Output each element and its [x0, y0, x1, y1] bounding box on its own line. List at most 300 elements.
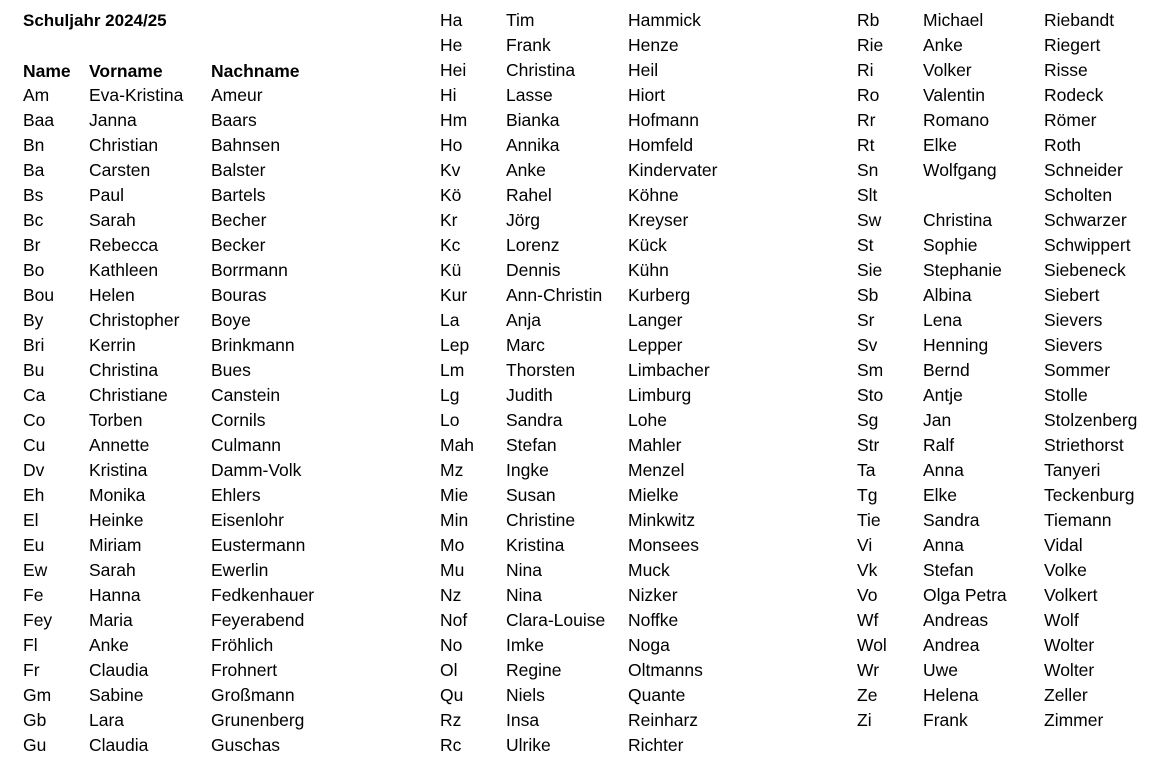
- staff-row: [0, 283, 420, 308]
- staff-first-name: Jörg: [506, 210, 541, 230]
- staff-first-name: Lena: [923, 310, 962, 330]
- staff-first-name: Maria: [89, 610, 133, 630]
- staff-row: [0, 258, 420, 283]
- staff-abbreviation: Min: [440, 510, 469, 530]
- staff-row: [417, 383, 837, 408]
- staff-abbreviation: Dv: [23, 460, 45, 480]
- staff-last-name: Ewerlin: [211, 560, 269, 580]
- staff-last-name: Ehlers: [211, 485, 261, 505]
- staff-abbreviation: Ol: [440, 660, 458, 680]
- staff-abbreviation: Kü: [440, 260, 462, 280]
- staff-first-name: Anke: [89, 635, 129, 655]
- staff-last-name: Siebeneck: [1044, 260, 1126, 280]
- staff-abbreviation: Mz: [440, 460, 464, 480]
- staff-abbreviation: Sb: [857, 285, 879, 305]
- staff-last-name: Kühn: [628, 260, 669, 280]
- staff-first-name: Rahel: [506, 185, 552, 205]
- staff-row: [417, 608, 837, 633]
- staff-row: [417, 183, 837, 208]
- staff-last-name: Kreyser: [628, 210, 689, 230]
- staff-last-name: Bues: [211, 360, 251, 380]
- staff-row: [0, 208, 420, 233]
- staff-first-name: Henning: [923, 335, 989, 355]
- staff-row: [417, 83, 837, 108]
- staff-abbreviation: Ta: [857, 460, 876, 480]
- staff-row: [0, 733, 420, 758]
- staff-row: [834, 208, 1150, 233]
- staff-first-name: Andreas: [923, 610, 989, 630]
- staff-row: [417, 33, 837, 58]
- staff-row: [0, 583, 420, 608]
- staff-last-name: Cornils: [211, 410, 266, 430]
- staff-row: [417, 308, 837, 333]
- staff-last-name: Kück: [628, 235, 667, 255]
- staff-abbreviation: Lep: [440, 335, 470, 355]
- staff-row: [0, 308, 420, 333]
- staff-abbreviation: Wf: [857, 610, 879, 630]
- staff-last-name: Siebert: [1044, 285, 1100, 305]
- staff-row: [417, 558, 837, 583]
- staff-first-name: Anna: [923, 535, 964, 555]
- staff-abbreviation: Kö: [440, 185, 462, 205]
- staff-first-name: Uwe: [923, 660, 959, 680]
- staff-abbreviation: Wr: [857, 660, 880, 680]
- staff-abbreviation: Tie: [857, 510, 881, 530]
- staff-first-name: Regine: [506, 660, 562, 680]
- staff-abbreviation: Sto: [857, 385, 884, 405]
- staff-abbreviation: Ew: [23, 560, 48, 580]
- staff-abbreviation: Bs: [23, 185, 44, 205]
- staff-abbreviation: Rb: [857, 10, 880, 30]
- staff-first-name: Dennis: [506, 260, 561, 280]
- staff-last-name: Sievers: [1044, 310, 1103, 330]
- staff-first-name: Ralf: [923, 435, 955, 455]
- staff-last-name: Riegert: [1044, 35, 1101, 55]
- staff-abbreviation: Qu: [440, 685, 464, 705]
- staff-last-name: Richter: [628, 735, 684, 755]
- staff-last-name: Homfeld: [628, 135, 694, 155]
- staff-first-name: Christopher: [89, 310, 180, 330]
- staff-first-name: Helena: [923, 685, 979, 705]
- staff-abbreviation: Vk: [857, 560, 878, 580]
- staff-row: [417, 58, 837, 83]
- staff-row: [0, 133, 420, 158]
- staff-row: [834, 433, 1150, 458]
- staff-row: [0, 233, 420, 258]
- staff-abbreviation: Vo: [857, 585, 878, 605]
- staff-row: [0, 333, 420, 358]
- staff-abbreviation: Eu: [23, 535, 45, 555]
- staff-first-name: Sandra: [923, 510, 980, 530]
- staff-row: [0, 358, 420, 383]
- staff-row: [417, 708, 837, 733]
- staff-row: [834, 233, 1150, 258]
- staff-abbreviation: Sm: [857, 360, 884, 380]
- staff-first-name: Anja: [506, 310, 542, 330]
- staff-first-name: Paul: [89, 185, 125, 205]
- staff-row: [417, 683, 837, 708]
- staff-last-name: Stolle: [1044, 385, 1088, 405]
- staff-row: [834, 683, 1150, 708]
- staff-last-name: Eustermann: [211, 535, 306, 555]
- staff-first-name: Albina: [923, 285, 972, 305]
- staff-first-name: Lara: [89, 710, 125, 730]
- column-header-row: [0, 60, 420, 82]
- staff-list-column-3: [834, 8, 1150, 733]
- staff-first-name: Michael: [923, 10, 984, 30]
- staff-last-name: Baars: [211, 110, 257, 130]
- staff-row: [834, 258, 1150, 283]
- staff-row: [417, 583, 837, 608]
- staff-first-name: Olga Petra: [923, 585, 1007, 605]
- staff-first-name: Anke: [506, 160, 546, 180]
- staff-abbreviation: Ho: [440, 135, 463, 155]
- staff-row: [834, 308, 1150, 333]
- staff-row: [834, 458, 1150, 483]
- staff-last-name: Lepper: [628, 335, 683, 355]
- staff-abbreviation: Hm: [440, 110, 468, 130]
- staff-last-name: Römer: [1044, 110, 1097, 130]
- staff-row: [417, 133, 837, 158]
- staff-row: [0, 183, 420, 208]
- staff-abbreviation: Zi: [857, 710, 872, 730]
- staff-abbreviation: Rr: [857, 110, 876, 130]
- staff-abbreviation: El: [23, 510, 39, 530]
- staff-first-name: Sabine: [89, 685, 144, 705]
- staff-row: [834, 133, 1150, 158]
- staff-row: [0, 458, 420, 483]
- staff-row: [0, 108, 420, 133]
- staff-first-name: Christina: [506, 60, 576, 80]
- staff-row: [834, 58, 1150, 83]
- staff-abbreviation: Bn: [23, 135, 45, 155]
- staff-last-name: Becker: [211, 235, 266, 255]
- staff-abbreviation: Rie: [857, 35, 884, 55]
- staff-row: [417, 433, 837, 458]
- page-title: Schuljahr 2024/25: [23, 11, 167, 30]
- staff-abbreviation: He: [440, 35, 463, 55]
- staff-first-name: Sarah: [89, 210, 136, 230]
- staff-abbreviation: Kc: [440, 235, 461, 255]
- staff-abbreviation: Fey: [23, 610, 53, 630]
- staff-row: [834, 408, 1150, 433]
- staff-last-name: Schneider: [1044, 160, 1123, 180]
- staff-first-name: Andrea: [923, 635, 980, 655]
- staff-first-name: Bernd: [923, 360, 970, 380]
- staff-last-name: Nizker: [628, 585, 678, 605]
- staff-last-name: Langer: [628, 310, 683, 330]
- staff-abbreviation: Eh: [23, 485, 45, 505]
- staff-last-name: Zeller: [1044, 685, 1088, 705]
- staff-abbreviation: Nz: [440, 585, 462, 605]
- staff-row: [0, 383, 420, 408]
- staff-abbreviation: Baa: [23, 110, 55, 130]
- staff-last-name: Mielke: [628, 485, 679, 505]
- staff-abbreviation: Gm: [23, 685, 52, 705]
- staff-abbreviation: Lm: [440, 360, 465, 380]
- staff-first-name: Volker: [923, 60, 972, 80]
- staff-abbreviation: Rt: [857, 135, 875, 155]
- staff-abbreviation: Ze: [857, 685, 878, 705]
- staff-first-name: Hanna: [89, 585, 141, 605]
- staff-first-name: Jan: [923, 410, 952, 430]
- staff-last-name: Hofmann: [628, 110, 700, 130]
- staff-abbreviation: Fr: [23, 660, 40, 680]
- staff-abbreviation: Sv: [857, 335, 878, 355]
- staff-first-name: Insa: [506, 710, 540, 730]
- staff-first-name: Romano: [923, 110, 990, 130]
- staff-last-name: Tiemann: [1044, 510, 1112, 530]
- staff-last-name: Kindervater: [628, 160, 718, 180]
- staff-row: [834, 633, 1150, 658]
- staff-last-name: Boye: [211, 310, 251, 330]
- staff-row: [834, 558, 1150, 583]
- staff-last-name: Bahnsen: [211, 135, 281, 155]
- staff-last-name: Becher: [211, 210, 267, 230]
- staff-row: [417, 333, 837, 358]
- staff-last-name: Reinharz: [628, 710, 699, 730]
- staff-first-name: Kathleen: [89, 260, 159, 280]
- staff-first-name: Niels: [506, 685, 545, 705]
- staff-last-name: Schwarzer: [1044, 210, 1127, 230]
- staff-last-name: Frohnert: [211, 660, 278, 680]
- staff-abbreviation: Str: [857, 435, 880, 455]
- staff-row: [0, 708, 420, 733]
- staff-first-name: Thorsten: [506, 360, 576, 380]
- staff-first-name: Ann-Christin: [506, 285, 603, 305]
- staff-first-name: Torben: [89, 410, 143, 430]
- staff-abbreviation: Gb: [23, 710, 47, 730]
- staff-abbreviation: Sg: [857, 410, 879, 430]
- staff-last-name: Wolter: [1044, 660, 1095, 680]
- staff-last-name: Risse: [1044, 60, 1088, 80]
- staff-last-name: Hammick: [628, 10, 701, 30]
- staff-list-column-1: [0, 83, 420, 758]
- staff-row: [0, 483, 420, 508]
- staff-first-name: Ulrike: [506, 735, 551, 755]
- staff-last-name: Bouras: [211, 285, 267, 305]
- staff-abbreviation: La: [440, 310, 460, 330]
- staff-row: [834, 158, 1150, 183]
- staff-last-name: Schwippert: [1044, 235, 1131, 255]
- staff-last-name: Köhne: [628, 185, 679, 205]
- staff-abbreviation: Vi: [857, 535, 873, 555]
- staff-first-name: Anna: [923, 460, 964, 480]
- staff-abbreviation: Fe: [23, 585, 44, 605]
- staff-abbreviation: Bu: [23, 360, 45, 380]
- staff-last-name: Menzel: [628, 460, 685, 480]
- staff-row: [417, 633, 837, 658]
- staff-abbreviation: No: [440, 635, 463, 655]
- staff-first-name: Heinke: [89, 510, 144, 530]
- staff-last-name: Monsees: [628, 535, 700, 555]
- staff-abbreviation: Kv: [440, 160, 461, 180]
- staff-abbreviation: Lo: [440, 410, 460, 430]
- staff-row: [834, 483, 1150, 508]
- staff-first-name: Elke: [923, 485, 958, 505]
- staff-abbreviation: Fl: [23, 635, 38, 655]
- staff-last-name: Culmann: [211, 435, 282, 455]
- staff-last-name: Hiort: [628, 85, 665, 105]
- staff-row: [0, 83, 420, 108]
- staff-row: [417, 733, 837, 758]
- staff-first-name: Judith: [506, 385, 553, 405]
- staff-first-name: Christian: [89, 135, 159, 155]
- staff-first-name: Ingke: [506, 460, 549, 480]
- staff-abbreviation: Ha: [440, 10, 463, 30]
- staff-last-name: Oltmanns: [628, 660, 703, 680]
- header-abbreviation: Name: [23, 61, 71, 81]
- staff-row: [0, 633, 420, 658]
- staff-abbreviation: Sr: [857, 310, 875, 330]
- staff-row: [417, 508, 837, 533]
- staff-row: [834, 333, 1150, 358]
- staff-abbreviation: Rc: [440, 735, 462, 755]
- staff-first-name: Christina: [89, 360, 159, 380]
- staff-first-name: Nina: [506, 585, 542, 605]
- staff-row: [417, 108, 837, 133]
- staff-last-name: Brinkmann: [211, 335, 295, 355]
- staff-last-name: Stolzenberg: [1044, 410, 1138, 430]
- staff-first-name: Claudia: [89, 660, 149, 680]
- staff-abbreviation: Tg: [857, 485, 878, 505]
- staff-last-name: Quante: [628, 685, 686, 705]
- staff-abbreviation: Ca: [23, 385, 46, 405]
- staff-last-name: Sommer: [1044, 360, 1111, 380]
- staff-first-name: Lorenz: [506, 235, 560, 255]
- staff-first-name: Nina: [506, 560, 542, 580]
- staff-first-name: Stephanie: [923, 260, 1002, 280]
- staff-first-name: Monika: [89, 485, 146, 505]
- staff-abbreviation: St: [857, 235, 874, 255]
- staff-abbreviation: Hi: [440, 85, 457, 105]
- staff-row: [417, 258, 837, 283]
- staff-row: [0, 508, 420, 533]
- staff-last-name: Bartels: [211, 185, 266, 205]
- staff-last-name: Balster: [211, 160, 266, 180]
- staff-last-name: Guschas: [211, 735, 281, 755]
- staff-last-name: Limburg: [628, 385, 692, 405]
- staff-abbreviation: Bri: [23, 335, 45, 355]
- header-last-name: Nachname: [211, 61, 300, 81]
- staff-abbreviation: Lg: [440, 385, 460, 405]
- staff-abbreviation: Mie: [440, 485, 469, 505]
- staff-abbreviation: Bc: [23, 210, 44, 230]
- staff-abbreviation: Wol: [857, 635, 887, 655]
- staff-row: [417, 483, 837, 508]
- staff-first-name: Frank: [506, 35, 551, 55]
- staff-row: [834, 33, 1150, 58]
- staff-first-name: Miriam: [89, 535, 142, 555]
- staff-row: [834, 108, 1150, 133]
- staff-first-name: Kerrin: [89, 335, 136, 355]
- staff-first-name: Annette: [89, 435, 150, 455]
- staff-row: [834, 183, 1150, 208]
- staff-first-name: Susan: [506, 485, 556, 505]
- staff-first-name: Janna: [89, 110, 137, 130]
- staff-first-name: Elke: [923, 135, 958, 155]
- staff-abbreviation: Sn: [857, 160, 879, 180]
- staff-last-name: Großmann: [211, 685, 295, 705]
- staff-row: [0, 608, 420, 633]
- staff-row: [834, 708, 1150, 733]
- staff-last-name: Canstein: [211, 385, 281, 405]
- staff-first-name: Clara-Louise: [506, 610, 606, 630]
- staff-row: [417, 658, 837, 683]
- staff-row: [834, 8, 1150, 33]
- staff-row: [417, 358, 837, 383]
- staff-last-name: Borrmann: [211, 260, 288, 280]
- staff-abbreviation: Bo: [23, 260, 45, 280]
- staff-last-name: Damm-Volk: [211, 460, 302, 480]
- staff-last-name: Minkwitz: [628, 510, 696, 530]
- staff-row: [0, 433, 420, 458]
- staff-first-name: Wolfgang: [923, 160, 997, 180]
- staff-first-name: Kristina: [89, 460, 148, 480]
- staff-abbreviation: Ba: [23, 160, 45, 180]
- staff-last-name: Henze: [628, 35, 679, 55]
- staff-abbreviation: Sw: [857, 210, 882, 230]
- staff-abbreviation: Kr: [440, 210, 458, 230]
- staff-row: [834, 383, 1150, 408]
- staff-first-name: Antje: [923, 385, 963, 405]
- staff-abbreviation: Mu: [440, 560, 465, 580]
- staff-first-name: Anke: [923, 35, 963, 55]
- staff-last-name: Feyerabend: [211, 610, 305, 630]
- staff-first-name: Frank: [923, 710, 968, 730]
- staff-list-column-2: [417, 8, 837, 758]
- staff-first-name: Stefan: [506, 435, 557, 455]
- staff-last-name: Teckenburg: [1044, 485, 1135, 505]
- staff-last-name: Wolf: [1044, 610, 1079, 630]
- staff-last-name: Rodeck: [1044, 85, 1104, 105]
- staff-row: [834, 83, 1150, 108]
- staff-first-name: Sophie: [923, 235, 978, 255]
- staff-last-name: Roth: [1044, 135, 1081, 155]
- staff-first-name: Bianka: [506, 110, 560, 130]
- staff-abbreviation: Cu: [23, 435, 46, 455]
- staff-abbreviation: Ri: [857, 60, 874, 80]
- staff-abbreviation: Rz: [440, 710, 462, 730]
- staff-first-name: Lasse: [506, 85, 553, 105]
- staff-first-name: Kristina: [506, 535, 565, 555]
- staff-abbreviation: Mah: [440, 435, 475, 455]
- staff-last-name: Fedkenhauer: [211, 585, 315, 605]
- staff-row: [417, 458, 837, 483]
- staff-last-name: Grunenberg: [211, 710, 305, 730]
- staff-first-name: Helen: [89, 285, 135, 305]
- staff-first-name: Rebecca: [89, 235, 159, 255]
- staff-row: [417, 533, 837, 558]
- staff-row: [417, 283, 837, 308]
- staff-row: [0, 658, 420, 683]
- staff-abbreviation: Sie: [857, 260, 883, 280]
- staff-last-name: Zimmer: [1044, 710, 1104, 730]
- staff-abbreviation: Slt: [857, 185, 878, 205]
- staff-abbreviation: Hei: [440, 60, 467, 80]
- staff-last-name: Limbacher: [628, 360, 710, 380]
- staff-abbreviation: Mo: [440, 535, 465, 555]
- staff-last-name: Volkert: [1044, 585, 1098, 605]
- staff-row: [834, 583, 1150, 608]
- staff-last-name: Scholten: [1044, 185, 1113, 205]
- staff-first-name: Marc: [506, 335, 545, 355]
- staff-last-name: Fröhlich: [211, 635, 274, 655]
- staff-first-name: Sandra: [506, 410, 563, 430]
- staff-abbreviation: Kur: [440, 285, 468, 305]
- staff-row: [417, 8, 837, 33]
- staff-first-name: Annika: [506, 135, 560, 155]
